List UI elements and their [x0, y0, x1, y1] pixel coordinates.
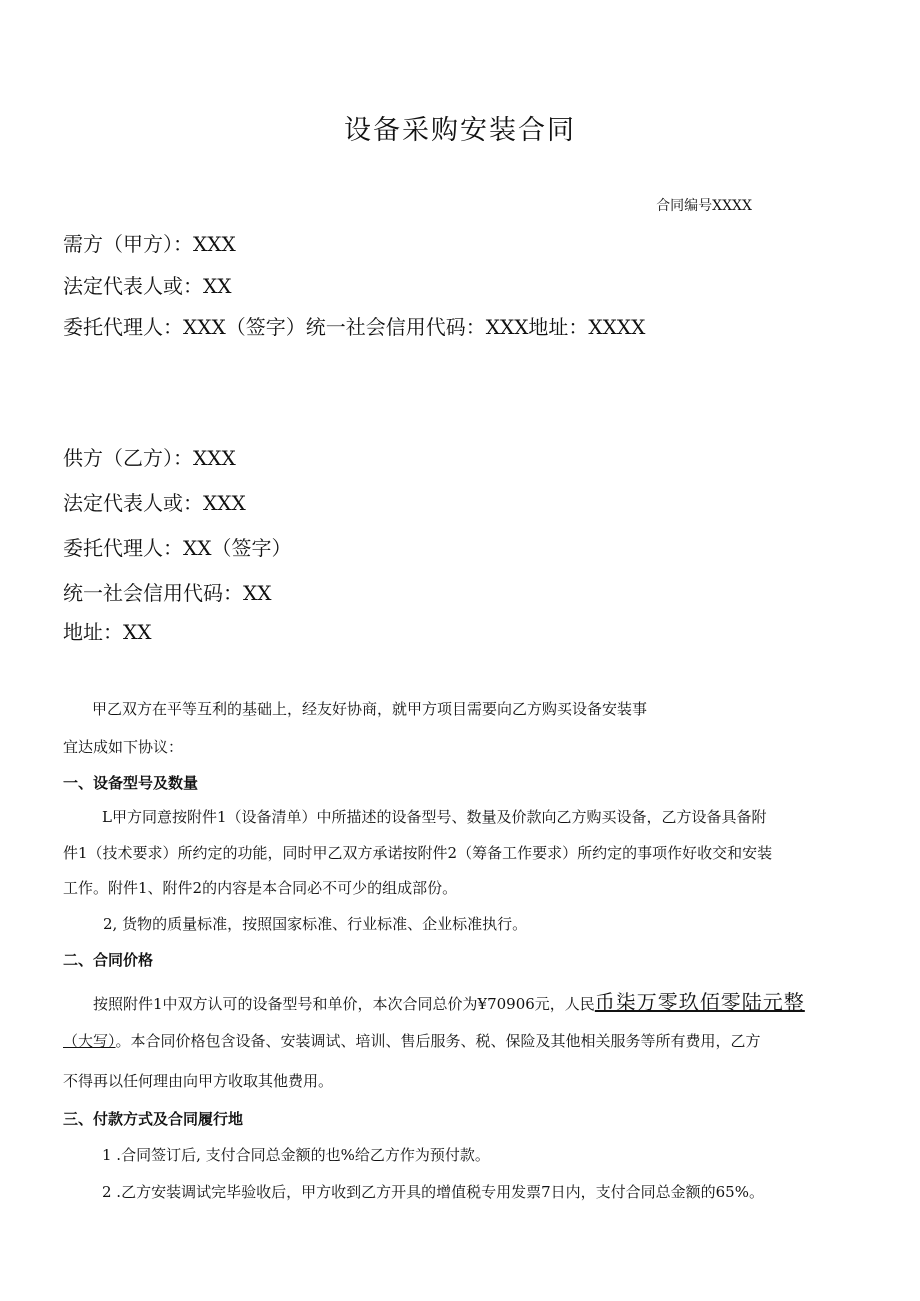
contract-number: 合同编号XXXX	[656, 198, 752, 214]
party-a-name: 需方（甲方）：XXX	[63, 232, 236, 256]
price-text: 按照附件1中双方认可的设备型号和单价，本次合同总价为¥70906元，人民	[93, 995, 595, 1013]
document-title: 设备采购安装合同	[344, 115, 576, 146]
price-scope-text: 。本合同价格包含设备、安装调试、培训、售后服务、税、保险及其他相关服务等所有费用，乙方	[115, 1032, 761, 1050]
capital-note: （大写）	[63, 1032, 116, 1050]
section-3-heading: 三、付款方式及合同履行地	[63, 1110, 244, 1128]
party-b-agent: 委托代理人：XX（签字）	[63, 536, 292, 560]
party-a-agent-line: 委托代理人：XXX（签字）统一社会信用代码：XXX地址：XXXX	[63, 315, 646, 339]
section-1-p1-line-3: 工作。附件1、附件2的内容是本合同必不可少的组成部份。	[63, 879, 458, 897]
section-1-p1-line-2: 件1（技术要求）所约定的功能，同时甲乙双方承诺按附件2（筹备工作要求）所约定的事项作好收交和安装	[63, 844, 773, 862]
section-1-p1-line-1: L甲方同意按附件1（设备清单）中所描述的设备型号、数量及价款向乙方购买设备，乙方设备具备附	[102, 808, 767, 826]
party-b-name: 供方（乙方）：XXX	[63, 446, 236, 470]
section-3-item-1: 1 .合同签订后, 支付合同总金额的也%给乙方作为预付款。	[102, 1146, 490, 1164]
intro-line-1: 甲乙双方在平等互利的基础上，经友好协商，就甲方项目需要向乙方购买设备安装事	[92, 700, 648, 718]
party-b-address: 地址：XX	[63, 620, 152, 644]
intro-line-2: 宜达成如下协议：	[63, 738, 184, 756]
amount-in-words: 币柒万零玖佰零陆元整	[594, 990, 805, 1014]
party-b-legal-rep: 法定代表人或：XXX	[63, 491, 246, 515]
section-2-line-3: 不得再以任何理由向甲方收取其他费用。	[63, 1072, 334, 1090]
section-3-item-2: 2 .乙方安装调试完毕验收后，甲方收到乙方开具的增值税专用发票7日内，支付合同总金额的65%。	[102, 1183, 764, 1201]
party-b-credit-code: 统一社会信用代码：XX	[63, 581, 272, 605]
section-2-line-2	[63, 1030, 761, 1051]
section-1-p2: 2, 货物的质量标准，按照国家标准、行业标准、企业标准执行。	[103, 915, 528, 933]
section-2-heading: 二、合同价格	[63, 951, 154, 969]
section-1-heading: 一、设备型号及数量	[63, 774, 199, 792]
section-2-line-1	[93, 986, 805, 1015]
party-a-legal-rep: 法定代表人或：XX	[63, 274, 232, 298]
